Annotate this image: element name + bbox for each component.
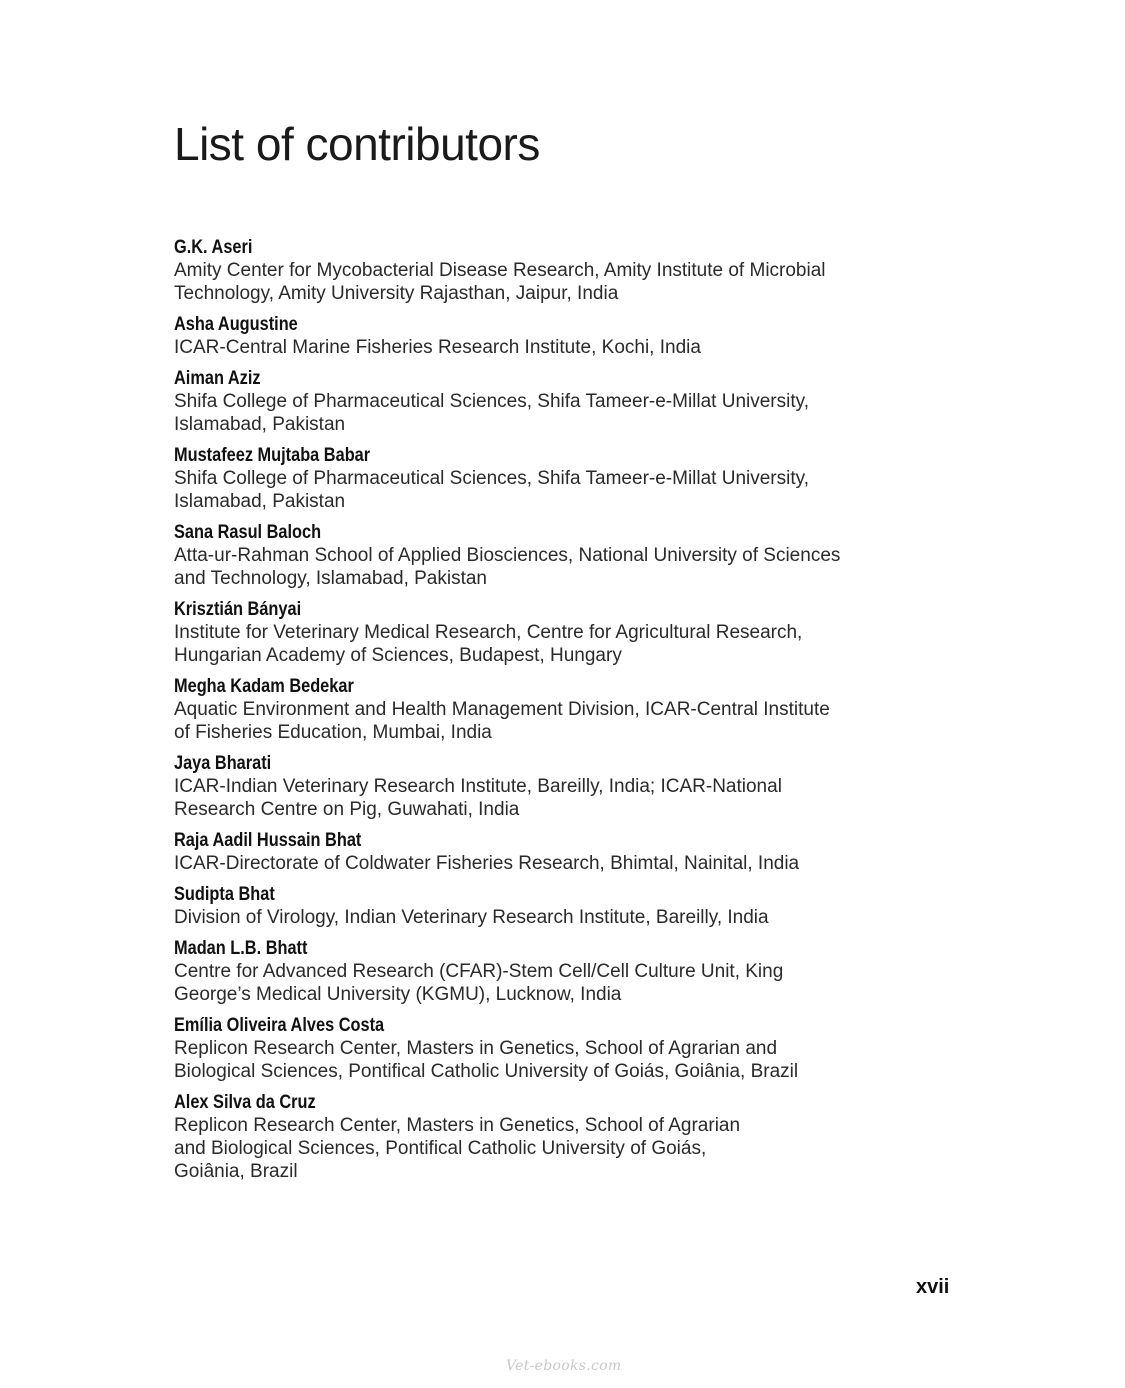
contributor-entry [174, 675, 894, 744]
contributor-entry [174, 752, 894, 821]
contributor-entry [174, 521, 894, 590]
contributor-affiliation: Centre for Advanced Research (CFAR)-Stem Cell/Cell Culture Unit, King George’s Medical University (KGMU), Lucknow, India [174, 961, 784, 1005]
contributor-affiliation: Replicon Research Center, Masters in Genetics, School of Agrarian and Biological Sciences, Pontifical Catholic University of Goiás, Goiânia, Brazil [174, 1038, 799, 1082]
contributor-affiliation: Institute for Veterinary Medical Research, Centre for Agricultural Research, Hungarian Academy of Sciences, Budapest, Hungary [174, 622, 803, 666]
contributor-entry [174, 883, 894, 929]
contributor-name: Raja Aadil Hussain Bhat [174, 830, 362, 851]
contributor-name: Sana Rasul Baloch [174, 522, 322, 543]
page-title: List of contributors [174, 118, 540, 170]
contributor-name: Sudipta Bhat [174, 884, 275, 905]
contributor-affiliation: Shifa College of Pharmaceutical Sciences, Shifa Tameer-e-Millat University, Islamabad, Pakistan [174, 468, 810, 512]
contributor-entry [174, 1014, 894, 1083]
contributor-name: Emília Oliveira Alves Costa [174, 1015, 385, 1036]
contributor-entry [174, 1091, 894, 1183]
contributor-entry [174, 313, 894, 359]
contributor-name: Mustafeez Mujtaba Babar [174, 445, 371, 466]
contributor-entry [174, 236, 894, 305]
watermark: Vet-ebooks.com [506, 1358, 622, 1374]
contributor-affiliation: ICAR-Indian Veterinary Research Institute, Bareilly, India; ICAR-National Research Centre on Pig, Guwahati, India [174, 776, 782, 820]
contributor-affiliation: Amity Center for Mycobacterial Disease Research, Amity Institute of Microbial Technology, Amity University Rajasthan, Jaipur, India [174, 260, 826, 304]
contributor-name: Krisztián Bányai [174, 599, 302, 620]
contributor-affiliation: ICAR-Directorate of Coldwater Fisheries Research, Bhimtal, Nainital, India [174, 853, 800, 874]
page-number: xvii [916, 1276, 950, 1298]
contributor-entry [174, 598, 894, 667]
contributor-name: Megha Kadam Bedekar [174, 676, 354, 697]
contributor-affiliation: Atta-ur-Rahman School of Applied Biosciences, National University of Sciences and Technology, Islamabad, Pakistan [174, 545, 841, 589]
contributor-affiliation: Aquatic Environment and Health Management Division, ICAR-Central Institute of Fisheries Education, Mumbai, India [174, 699, 830, 743]
contributor-name: Jaya Bharati [174, 753, 272, 774]
contributor-name: Alex Silva da Cruz [174, 1092, 316, 1113]
contributor-entry [174, 444, 894, 513]
contributor-name: G.K. Aseri [174, 237, 253, 258]
contributor-affiliation: ICAR-Central Marine Fisheries Research Institute, Kochi, India [174, 337, 701, 358]
contributor-affiliation: Shifa College of Pharmaceutical Sciences, Shifa Tameer-e-Millat University, Islamabad, Pakistan [174, 391, 810, 435]
contributor-name: Aiman Aziz [174, 368, 261, 389]
contributor-affiliation: Replicon Research Center, Masters in Genetics, School of Agrarian and Biological Sciences, Pontifical Catholic University of Goiás, Goiânia, Brazil [174, 1115, 741, 1182]
contributor-list [174, 236, 894, 1191]
contributor-affiliation: Division of Virology, Indian Veterinary Research Institute, Bareilly, India [174, 907, 769, 928]
contributor-name: Madan L.B. Bhatt [174, 938, 308, 959]
contributor-entry [174, 829, 894, 875]
contributor-entry [174, 937, 894, 1006]
contributor-name: Asha Augustine [174, 314, 298, 335]
contributor-entry [174, 367, 894, 436]
